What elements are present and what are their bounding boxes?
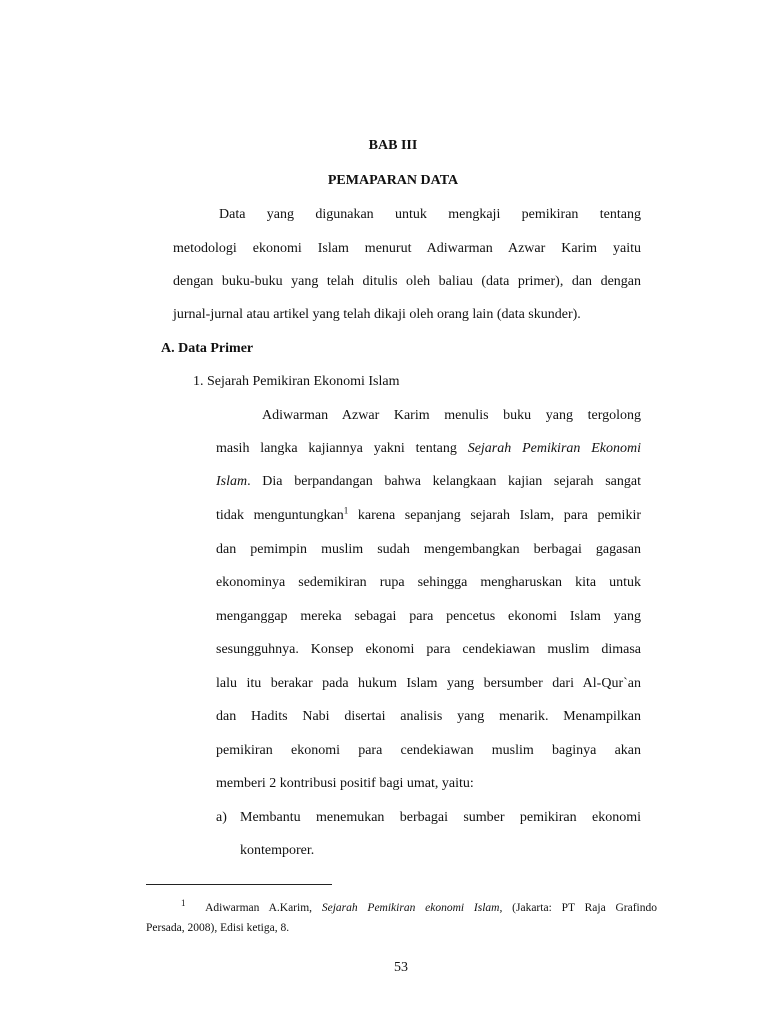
footnote-separator (146, 884, 332, 885)
para-line-8: sesungguhnya. Konsep ekonomi para cendekiawan muslim dimasa (216, 642, 641, 657)
para-line-11: pemikiran ekonomi para cendekiawan muslim baginya akan (216, 743, 641, 758)
chapter-label: BAB III (368, 138, 418, 153)
book-title-italic: Sejarah Pemikiran Ekonomi (467, 441, 641, 456)
section-heading: A. Data Primer (161, 341, 254, 356)
list-marker: a) (216, 810, 227, 825)
para-line-1: Adiwarman Azwar Karim menulis buku yang tergolong (262, 408, 641, 423)
page-number: 53 (394, 960, 408, 975)
para-line-3: Islam. Dia berpandangan bahwa kelangkaan kajian sejarah sangat (216, 474, 641, 489)
footnote-ref[interactable]: 1 (343, 505, 349, 516)
list-item-line-1: Membantu menemukan berbagai sumber pemikiran ekonomi (240, 810, 641, 825)
footnote-line-1: $^1$ Adiwarman A.Karim, Sejarah Pemikiran ekonomi Islam, (Jakarta: PT Raja Grafindo (181, 897, 657, 914)
para-line-12: memberi 2 kontribusi positif bagi umat, yaitu: (216, 776, 474, 791)
subsection-heading: 1. Sejarah Pemikiran Ekonomi Islam (193, 374, 400, 389)
book-title-italic-cont: Islam (216, 474, 248, 489)
para-line-4: tidak menguntungkan$^1$ karena sepanjang sejarah Islam, para pemikir (216, 505, 641, 523)
footnote-line-2: Persada, 2008), Edisi ketiga, 8. (146, 921, 290, 934)
chapter-title: PEMAPARAN DATA (327, 173, 459, 188)
footnote-number: 1 (181, 897, 186, 908)
para-line-10: dan Hadits Nabi disertai analisis yang menarik. Menampilkan (216, 709, 641, 724)
para-line-9: lalu itu berakar pada hukum Islam yang bersumber dari Al-Qur`an (216, 676, 641, 691)
para-line-5: dan pemimpin muslim sudah mengembangkan berbagai gagasan (216, 542, 641, 557)
list-item-line-2: kontemporer. (240, 843, 315, 858)
para-line-6: ekonominya sedemikiran rupa sehingga mengharuskan kita untuk (216, 575, 641, 590)
para-line-7: menganggap mereka sebagai para pencetus ekonomi Islam yang (216, 609, 641, 624)
intro-line-2: metodologi ekonomi Islam menurut Adiwarman Azwar Karim yaitu (173, 241, 641, 256)
intro-line-4: jurnal-jurnal atau artikel yang telah dikaji oleh orang lain (data skunder). (173, 307, 581, 322)
intro-line-3: dengan buku-buku yang telah ditulis oleh baliau (data primer), dan dengan (173, 274, 641, 289)
para-line-2: masih langka kajiannya yakni tentang Sejarah Pemikiran Ekonomi (216, 441, 641, 456)
footnote-book-title: Sejarah Pemikiran ekonomi Islam, (321, 901, 503, 914)
intro-line-1: Data yang digunakan untuk mengkaji pemikiran tentang (219, 207, 641, 222)
